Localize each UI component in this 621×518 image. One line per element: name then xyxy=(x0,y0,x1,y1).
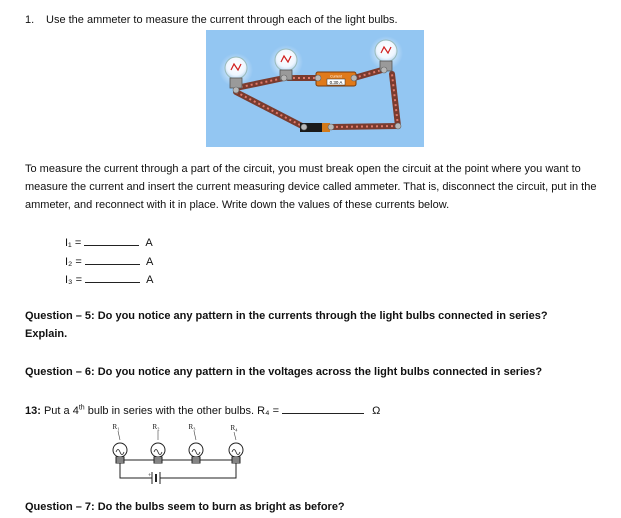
question-5-line-1: Question – 5: Do you notice any pattern in the currents through the light bulbs connected in series? xyxy=(25,310,548,322)
series-circuit-drawing xyxy=(104,420,254,498)
sim-bulb-3 xyxy=(369,36,403,71)
current-unit-1: A xyxy=(145,237,153,249)
schematic-battery xyxy=(152,472,160,484)
current-entry-1 xyxy=(65,234,153,250)
current-label-3: I₃ = xyxy=(65,274,83,286)
current-entry-3 xyxy=(65,271,153,287)
r4-blank[interactable] xyxy=(282,402,364,414)
current-blank-1[interactable] xyxy=(84,234,139,246)
current-blank-3[interactable] xyxy=(85,271,140,283)
sim-ammeter xyxy=(316,72,356,86)
schematic-label-r3: R₃ xyxy=(188,423,196,431)
schematic-label-r2: R₂ xyxy=(152,423,160,431)
sim-ammeter-reading: 0.30 A xyxy=(329,80,343,85)
question-13-text-b: bulb in series with the other bulbs. R₄ = xyxy=(84,405,283,417)
current-entry-2 xyxy=(65,253,153,269)
question-1-number: 1. xyxy=(25,14,35,26)
question-13-text-a: Put a 4 xyxy=(40,405,79,417)
current-blank-2[interactable] xyxy=(85,253,140,265)
question-1-text: Use the ammeter to measure the current through each of the light bulbs. xyxy=(46,14,398,26)
current-label-2: I₂ = xyxy=(65,256,82,268)
sim-ammeter-label: Current xyxy=(330,74,342,79)
schematic-label-r1: R₁ xyxy=(112,423,120,431)
current-label-1: I₁ = xyxy=(65,237,82,249)
question-5-line-2: Explain. xyxy=(25,328,68,340)
current-unit-3: A xyxy=(146,274,154,286)
question-6: Question – 6: Do you notice any pattern in the voltages across the light bulbs connected in series? xyxy=(25,366,543,378)
schematic-battery-plus: + xyxy=(148,473,152,479)
question-13-superscript: th xyxy=(78,404,85,412)
question-13 xyxy=(25,402,380,418)
schematic-label-r4: R₄ xyxy=(230,424,238,432)
r4-unit: Ω xyxy=(372,405,381,417)
question-13-prefix: 13: xyxy=(25,405,41,417)
question-7: Question – 7: Do the bulbs seem to burn as bright as before? xyxy=(25,501,345,513)
series-circuit-schematic xyxy=(104,420,254,498)
circuit-simulation-image xyxy=(206,30,424,147)
circuit-simulation-drawing xyxy=(206,30,424,147)
current-unit-2: A xyxy=(145,256,154,268)
sim-bulb-2 xyxy=(269,45,303,80)
instruction-paragraph: To measure the current through a part of the circuit, you must break open the circuit at the point where you want to measure the current and insert the current measuring device called ammeter. That is, disconnect the circuit, put in the ammeter, and reconnect with it in place. Write down the values of these currents below. xyxy=(25,163,597,212)
